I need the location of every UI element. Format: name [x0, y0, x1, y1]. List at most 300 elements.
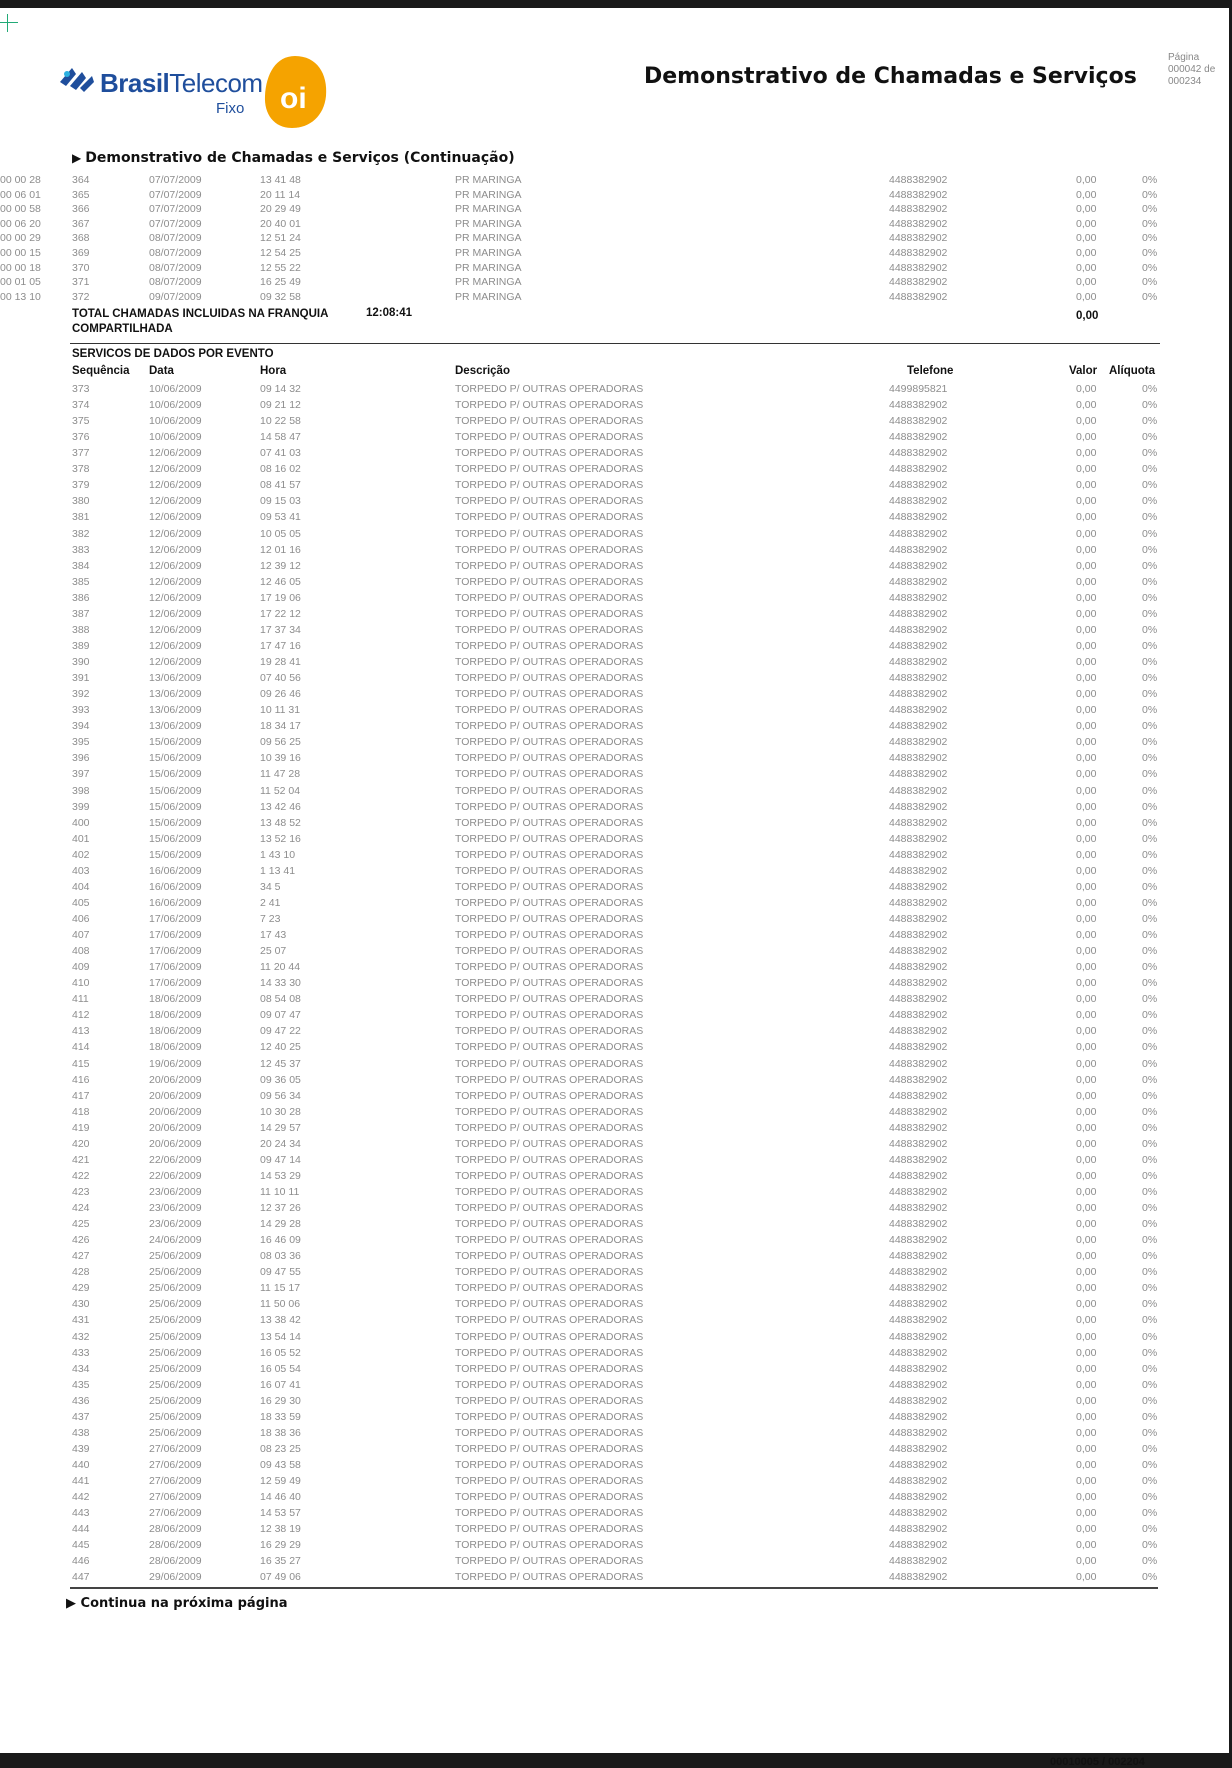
cell-date: 25/06/2009: [149, 1394, 202, 1407]
cell-desc: TORPEDO P/ OUTRAS OPERADORAS: [455, 1346, 644, 1359]
cell-seq: 367: [72, 217, 90, 230]
cell-time: 16 25 49: [260, 276, 301, 289]
cell-val: 0,00: [1076, 977, 1097, 990]
cell-seq: 405: [72, 896, 90, 909]
cell-aliq: 0%: [1142, 1234, 1158, 1247]
cell-tel: 4488382902: [889, 1442, 948, 1455]
table-row: [0, 608, 1229, 623]
oi-logo-text: oi: [280, 82, 307, 115]
cell-time: 09 07 47: [260, 1009, 301, 1022]
calls-total-duration: 12:08:41: [366, 307, 413, 319]
cell-tel: 4488382902: [889, 1041, 948, 1054]
cell-val: 0,00: [1076, 639, 1097, 652]
cell-val: 0,00: [1076, 1234, 1097, 1247]
cell-time: 09 32 58: [260, 290, 301, 303]
cell-desc: TORPEDO P/ OUTRAS OPERADORAS: [455, 704, 644, 717]
cell-time: 17 43: [260, 929, 287, 942]
cell-tel: 4499895821: [889, 383, 948, 395]
cell-aliq: 0%: [1142, 511, 1158, 524]
cell-val: 0,00: [1076, 993, 1097, 1006]
cell-seq: 382: [72, 527, 90, 540]
cell-desc: TORPEDO P/ OUTRAS OPERADORAS: [455, 672, 644, 685]
cell-val: 0,00: [1076, 232, 1097, 245]
cell-seq: 445: [72, 1539, 90, 1552]
table-row: [0, 1074, 1229, 1089]
cell-val: 0,00: [1076, 1057, 1097, 1070]
cell-val: 0,00: [1076, 656, 1097, 669]
cell-date: 29/06/2009: [149, 1571, 202, 1584]
cell-seq: 365: [72, 188, 90, 201]
cell-seq: 414: [72, 1041, 90, 1054]
cell-desc: TORPEDO P/ OUTRAS OPERADORAS: [455, 1218, 644, 1231]
cell-aliq: 0%: [1142, 656, 1158, 669]
table-row: [0, 431, 1229, 446]
cell-desc: TORPEDO P/ OUTRAS OPERADORAS: [455, 511, 644, 524]
cell-tel: 4488382902: [889, 463, 948, 476]
cell-seq: 403: [72, 864, 90, 877]
table-row: [0, 704, 1229, 719]
cell-date: 17/06/2009: [149, 945, 202, 958]
cell-val: 0,00: [1076, 1089, 1097, 1102]
cell-date: 12/06/2009: [149, 559, 202, 572]
cell-desc: TORPEDO P/ OUTRAS OPERADORAS: [455, 639, 644, 652]
cell-desc: TORPEDO P/ OUTRAS OPERADORAS: [455, 383, 644, 395]
brand-swirl-icon: [58, 64, 96, 94]
cell-seq: 397: [72, 768, 90, 781]
cell-aliq: 0%: [1142, 399, 1158, 412]
triangle-bullet-icon: ▶: [66, 1596, 81, 1611]
cell-seq: 421: [72, 1153, 90, 1166]
cell-seq: 439: [72, 1442, 90, 1455]
cell-aliq: 0%: [1142, 993, 1158, 1006]
cell-val: 0,00: [1076, 1202, 1097, 1215]
cell-date: 25/06/2009: [149, 1330, 202, 1343]
cell-tel: 4488382902: [889, 1378, 948, 1391]
cell-aliq: 0%: [1142, 383, 1158, 395]
table-row: [0, 174, 1229, 189]
cell-seq: 410: [72, 977, 90, 990]
cell-seq: 364: [72, 174, 90, 186]
cell-tel: 4488382902: [889, 1571, 948, 1584]
cell-desc: TORPEDO P/ OUTRAS OPERADORAS: [455, 559, 644, 572]
cell-aliq: 0%: [1142, 1346, 1158, 1359]
cell-time: 12 39 12: [260, 559, 301, 572]
cell-val: 0,00: [1076, 1362, 1097, 1375]
cell-tel: 4488382902: [889, 672, 948, 685]
cell-date: 23/06/2009: [149, 1186, 202, 1198]
table-row: [0, 1090, 1229, 1105]
cell-seq: 401: [72, 832, 90, 845]
cell-desc: TORPEDO P/ OUTRAS OPERADORAS: [455, 880, 644, 893]
cell-duration: 00 06 20: [0, 217, 41, 230]
page-label: Página: [1168, 52, 1200, 63]
cell-date: 07/07/2009: [149, 188, 202, 201]
cell-date: 12/06/2009: [149, 527, 202, 540]
brasil-telecom-logo: [58, 60, 348, 132]
cell-val: 0,00: [1076, 559, 1097, 572]
cell-aliq: 0%: [1142, 1491, 1158, 1504]
cell-val: 0,00: [1076, 800, 1097, 813]
cell-seq: 420: [72, 1137, 90, 1150]
cell-time: 09 47 22: [260, 1025, 301, 1038]
cell-aliq: 0%: [1142, 1186, 1158, 1198]
cell-aliq: 0%: [1142, 977, 1158, 990]
cell-desc: TORPEDO P/ OUTRAS OPERADORAS: [455, 1169, 644, 1182]
cell-seq: 411: [72, 993, 89, 1006]
cell-date: 20/06/2009: [149, 1137, 202, 1150]
cell-tel: 4488382902: [889, 993, 948, 1006]
table-row: [0, 929, 1229, 944]
cell-date: 12/06/2009: [149, 463, 202, 476]
cell-date: 25/06/2009: [149, 1298, 202, 1311]
cell-val: 0,00: [1076, 1346, 1097, 1359]
cell-tel: 4488382902: [889, 1218, 948, 1231]
cell-desc: TORPEDO P/ OUTRAS OPERADORAS: [455, 527, 644, 540]
cell-time: 12 45 37: [260, 1057, 301, 1070]
cell-desc: PR MARINGA: [455, 261, 522, 274]
cell-val: 0,00: [1076, 1571, 1097, 1584]
cell-desc: TORPEDO P/ OUTRAS OPERADORAS: [455, 1137, 644, 1150]
column-header-time: Hora: [260, 365, 287, 377]
cell-desc: TORPEDO P/ OUTRAS OPERADORAS: [455, 1250, 644, 1263]
cell-time: 13 48 52: [260, 816, 301, 829]
cell-date: 22/06/2009: [149, 1153, 202, 1166]
cell-time: 14 58 47: [260, 431, 301, 444]
cell-date: 12/06/2009: [149, 591, 202, 604]
cell-time: 20 29 49: [260, 203, 301, 216]
cell-val: 0,00: [1076, 1137, 1097, 1150]
cell-tel: 4488382902: [889, 1555, 948, 1568]
cell-val: 0,00: [1076, 399, 1097, 412]
cell-val: 0,00: [1076, 1442, 1097, 1455]
cell-seq: 402: [72, 848, 90, 861]
cell-tel: 4488382902: [889, 591, 948, 604]
cell-aliq: 0%: [1142, 800, 1158, 813]
cell-val: 0,00: [1076, 290, 1097, 303]
cell-date: 15/06/2009: [149, 736, 202, 749]
table-row: [0, 463, 1229, 478]
cell-date: 18/06/2009: [149, 1025, 202, 1038]
table-row: [0, 291, 1229, 306]
cell-desc: TORPEDO P/ OUTRAS OPERADORAS: [455, 1442, 644, 1455]
cell-tel: 4488382902: [889, 961, 948, 974]
section-title: [72, 150, 515, 166]
cell-time: 11 15 17: [260, 1282, 301, 1295]
cell-seq: 377: [72, 447, 90, 460]
cell-val: 0,00: [1076, 768, 1097, 781]
table-row: [0, 1523, 1229, 1538]
table-row: [0, 544, 1229, 559]
cell-aliq: 0%: [1142, 752, 1158, 765]
cell-aliq: 0%: [1142, 1298, 1158, 1311]
cell-date: 07/07/2009: [149, 174, 202, 186]
cell-time: 16 29 30: [260, 1394, 301, 1407]
cell-tel: 4488382902: [889, 276, 948, 289]
cell-tel: 4488382902: [889, 1009, 948, 1022]
cell-desc: TORPEDO P/ OUTRAS OPERADORAS: [455, 929, 644, 942]
cell-val: 0,00: [1076, 736, 1097, 749]
cell-val: 0,00: [1076, 784, 1097, 797]
cell-seq: 444: [72, 1523, 90, 1536]
cell-aliq: 0%: [1142, 217, 1158, 230]
cell-date: 18/06/2009: [149, 1041, 202, 1054]
footer-code: 00010005 / 002204: [1050, 1756, 1145, 1768]
table-row: [0, 688, 1229, 703]
cell-desc: TORPEDO P/ OUTRAS OPERADORAS: [455, 623, 644, 636]
cell-seq: 378: [72, 463, 90, 476]
cell-seq: 415: [72, 1057, 90, 1070]
cell-date: 12/06/2009: [149, 543, 202, 556]
table-row: [0, 1170, 1229, 1185]
cell-time: 12 46 05: [260, 575, 301, 588]
cell-aliq: 0%: [1142, 623, 1158, 636]
table-row: [0, 1138, 1229, 1153]
cell-aliq: 0%: [1142, 688, 1158, 701]
table-row: [0, 977, 1229, 992]
cell-tel: 4488382902: [889, 1169, 948, 1182]
cell-desc: TORPEDO P/ OUTRAS OPERADORAS: [455, 1266, 644, 1279]
cell-val: 0,00: [1076, 1555, 1097, 1568]
cell-tel: 4488382902: [889, 720, 948, 733]
cell-seq: 386: [72, 591, 90, 604]
cell-desc: PR MARINGA: [455, 174, 522, 186]
cell-aliq: 0%: [1142, 896, 1158, 909]
cell-aliq: 0%: [1142, 575, 1158, 588]
cell-aliq: 0%: [1142, 1539, 1158, 1552]
cell-date: 08/07/2009: [149, 276, 202, 289]
cell-val: 0,00: [1076, 217, 1097, 230]
cell-date: 13/06/2009: [149, 704, 202, 717]
cell-tel: 4488382902: [889, 1121, 948, 1134]
crop-mark-icon: [0, 14, 18, 32]
cell-date: 28/06/2009: [149, 1555, 202, 1568]
cell-val: 0,00: [1076, 1153, 1097, 1166]
cell-tel: 4488382902: [889, 1523, 948, 1536]
cell-val: 0,00: [1076, 848, 1097, 861]
cell-tel: 4488382902: [889, 495, 948, 508]
column-header-seq: Sequência: [72, 365, 130, 377]
cell-val: 0,00: [1076, 864, 1097, 877]
table-row: [0, 189, 1229, 204]
cell-tel: 4488382902: [889, 784, 948, 797]
table-row: [0, 399, 1229, 414]
cell-seq: 437: [72, 1410, 90, 1423]
cell-tel: 4488382902: [889, 543, 948, 556]
cell-time: 12 01 16: [260, 543, 301, 556]
cell-aliq: 0%: [1142, 1394, 1158, 1407]
cell-tel: 4488382902: [889, 704, 948, 717]
cell-aliq: 0%: [1142, 203, 1158, 216]
cell-val: 0,00: [1076, 1218, 1097, 1231]
cell-aliq: 0%: [1142, 1426, 1158, 1439]
cell-seq: 371: [72, 276, 90, 289]
cell-date: 12/06/2009: [149, 623, 202, 636]
cell-tel: 4488382902: [889, 1234, 948, 1247]
table-row: [0, 1507, 1229, 1522]
cell-date: 15/06/2009: [149, 768, 202, 781]
cell-tel: 4488382902: [889, 1426, 948, 1439]
cell-desc: PR MARINGA: [455, 276, 522, 289]
cell-aliq: 0%: [1142, 1169, 1158, 1182]
cell-aliq: 0%: [1142, 415, 1158, 428]
cell-desc: TORPEDO P/ OUTRAS OPERADORAS: [455, 1073, 644, 1086]
cell-aliq: 0%: [1142, 639, 1158, 652]
cell-time: 09 53 41: [260, 511, 301, 524]
cell-seq: 366: [72, 203, 90, 216]
cell-date: 25/06/2009: [149, 1378, 202, 1391]
cell-duration: 00 00 28: [0, 174, 41, 186]
cell-val: 0,00: [1076, 1491, 1097, 1504]
cell-val: 0,00: [1076, 479, 1097, 492]
cell-val: 0,00: [1076, 961, 1097, 974]
cell-seq: 390: [72, 656, 90, 669]
cell-desc: TORPEDO P/ OUTRAS OPERADORAS: [455, 1234, 644, 1247]
cell-desc: TORPEDO P/ OUTRAS OPERADORAS: [455, 1298, 644, 1311]
cell-desc: TORPEDO P/ OUTRAS OPERADORAS: [455, 479, 644, 492]
table-row: [0, 1106, 1229, 1121]
cell-val: 0,00: [1076, 174, 1097, 186]
cell-val: 0,00: [1076, 591, 1097, 604]
cell-aliq: 0%: [1142, 672, 1158, 685]
cell-time: 10 39 16: [260, 752, 301, 765]
cell-seq: 428: [72, 1266, 90, 1279]
cell-val: 0,00: [1076, 276, 1097, 289]
cell-tel: 4488382902: [889, 447, 948, 460]
cell-seq: 438: [72, 1426, 90, 1439]
cell-date: 25/06/2009: [149, 1266, 202, 1279]
cell-seq: 409: [72, 961, 90, 974]
cell-tel: 4488382902: [889, 217, 948, 230]
cell-seq: 441: [72, 1475, 90, 1488]
table-row: [0, 817, 1229, 832]
cell-tel: 4488382902: [889, 896, 948, 909]
cell-desc: TORPEDO P/ OUTRAS OPERADORAS: [455, 800, 644, 813]
cell-date: 20/06/2009: [149, 1073, 202, 1086]
table-row: [0, 1266, 1229, 1281]
cell-time: 25 07: [260, 945, 287, 958]
cell-desc: TORPEDO P/ OUTRAS OPERADORAS: [455, 977, 644, 990]
table-row: [0, 415, 1229, 430]
cell-date: 27/06/2009: [149, 1442, 202, 1455]
cell-time: 09 36 05: [260, 1073, 301, 1086]
cell-date: 25/06/2009: [149, 1314, 202, 1327]
cell-aliq: 0%: [1142, 704, 1158, 717]
cell-aliq: 0%: [1142, 816, 1158, 829]
cell-val: 0,00: [1076, 1410, 1097, 1423]
cell-date: 08/07/2009: [149, 247, 202, 259]
cell-seq: 375: [72, 415, 90, 428]
cell-date: 08/07/2009: [149, 232, 202, 245]
cell-date: 15/06/2009: [149, 816, 202, 829]
cell-aliq: 0%: [1142, 848, 1158, 861]
cell-val: 0,00: [1076, 1426, 1097, 1439]
cell-time: 13 52 16: [260, 832, 301, 845]
cell-aliq: 0%: [1142, 1475, 1158, 1488]
cell-val: 0,00: [1076, 463, 1097, 476]
cell-val: 0,00: [1076, 1330, 1097, 1343]
cell-val: 0,00: [1076, 247, 1097, 259]
cell-time: 09 21 12: [260, 399, 301, 412]
cell-tel: 4488382902: [889, 1539, 948, 1552]
table-row: [0, 560, 1229, 575]
cell-seq: 392: [72, 688, 90, 701]
cell-seq: 425: [72, 1218, 90, 1231]
cell-date: 07/07/2009: [149, 217, 202, 230]
cell-seq: 419: [72, 1121, 90, 1134]
cell-time: 10 11 31: [260, 704, 301, 717]
cell-date: 12/06/2009: [149, 656, 202, 669]
table-row: [0, 640, 1229, 655]
cell-time: 12 54 25: [260, 247, 301, 259]
table-row: [0, 276, 1229, 291]
table-row: [0, 1250, 1229, 1265]
cell-val: 0,00: [1076, 1459, 1097, 1472]
cell-aliq: 0%: [1142, 784, 1158, 797]
cell-tel: 4488382902: [889, 1186, 948, 1198]
cell-seq: 398: [72, 784, 90, 797]
cell-desc: TORPEDO P/ OUTRAS OPERADORAS: [455, 1378, 644, 1391]
cell-desc: TORPEDO P/ OUTRAS OPERADORAS: [455, 575, 644, 588]
cell-desc: TORPEDO P/ OUTRAS OPERADORAS: [455, 1314, 644, 1327]
cell-val: 0,00: [1076, 1121, 1097, 1134]
cell-seq: 393: [72, 704, 90, 717]
cell-time: 12 37 26: [260, 1202, 301, 1215]
cell-date: 27/06/2009: [149, 1459, 202, 1472]
cell-val: 0,00: [1076, 1394, 1097, 1407]
column-header-val: Valor: [1069, 365, 1098, 377]
cell-tel: 4488382902: [889, 977, 948, 990]
cell-tel: 4488382902: [889, 832, 948, 845]
cell-desc: TORPEDO P/ OUTRAS OPERADORAS: [455, 1121, 644, 1134]
cell-seq: 418: [72, 1105, 90, 1118]
cell-time: 12 38 19: [260, 1523, 301, 1536]
cell-val: 0,00: [1076, 1025, 1097, 1038]
brand-name: [100, 68, 263, 99]
table-row: [0, 881, 1229, 896]
cell-seq: 422: [72, 1169, 90, 1182]
cell-seq: 433: [72, 1346, 90, 1359]
cell-duration: 00 00 18: [0, 261, 41, 274]
cell-date: 13/06/2009: [149, 688, 202, 701]
cell-date: 15/06/2009: [149, 848, 202, 861]
cell-seq: 427: [72, 1250, 90, 1263]
cell-desc: TORPEDO P/ OUTRAS OPERADORAS: [455, 399, 644, 412]
cell-desc: TORPEDO P/ OUTRAS OPERADORAS: [455, 1507, 644, 1520]
cell-tel: 4488382902: [889, 188, 948, 201]
table-row: [0, 1041, 1229, 1056]
cell-tel: 4488382902: [889, 752, 948, 765]
cell-time: 17 19 06: [260, 591, 301, 604]
cell-tel: 4488382902: [889, 290, 948, 303]
table-row: [0, 528, 1229, 543]
cell-time: 08 03 36: [260, 1250, 301, 1263]
cell-tel: 4488382902: [889, 864, 948, 877]
cell-date: 18/06/2009: [149, 993, 202, 1006]
oi-logo-icon: [262, 54, 328, 130]
cell-time: 10 22 58: [260, 415, 301, 428]
cell-aliq: 0%: [1142, 1105, 1158, 1118]
cell-tel: 4488382902: [889, 1266, 948, 1279]
cell-seq: 412: [72, 1009, 90, 1022]
cell-aliq: 0%: [1142, 174, 1158, 186]
cell-date: 18/06/2009: [149, 1009, 202, 1022]
document-title: Demonstrativo de Chamadas e Serviços: [644, 64, 1137, 89]
cell-tel: 4488382902: [889, 174, 948, 186]
cell-val: 0,00: [1076, 816, 1097, 829]
table-row: [0, 913, 1229, 928]
cell-time: 11 50 06: [260, 1298, 301, 1311]
cell-time: 12 55 22: [260, 261, 301, 274]
